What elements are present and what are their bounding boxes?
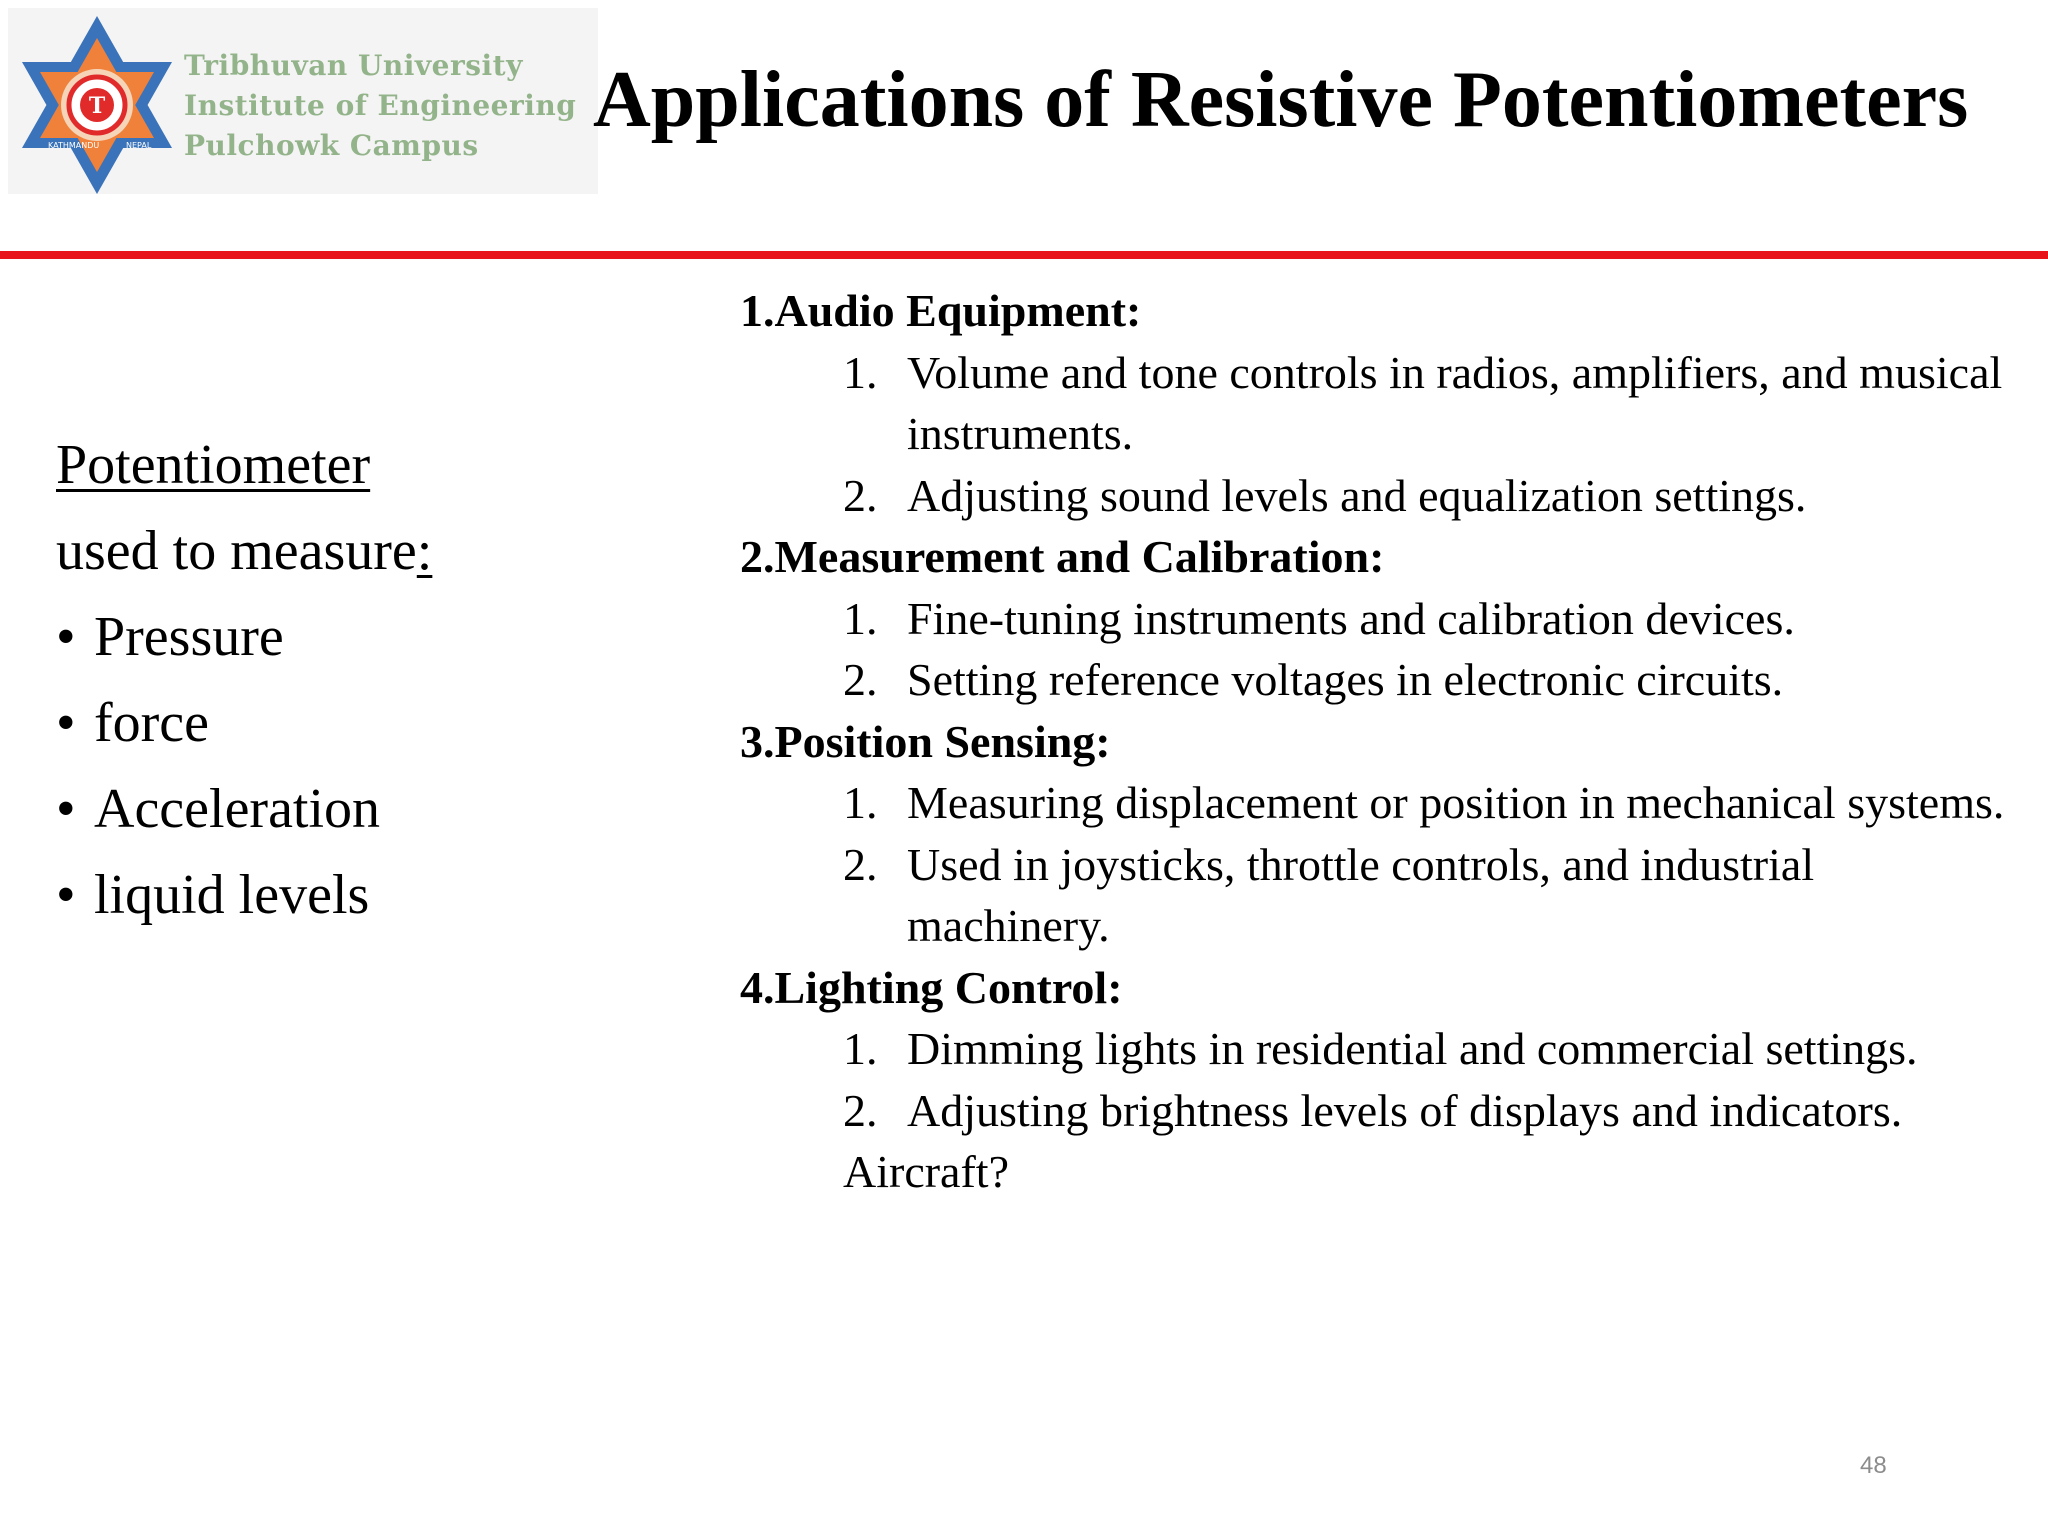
university-name (184, 46, 576, 166)
slide-title: Applications of Resistive Potentiometers (593, 56, 1969, 144)
measure-colon: : (416, 520, 433, 582)
section-audio-equipment (740, 280, 2010, 526)
section-measurement-calibration (740, 526, 2010, 711)
aircraft-note: Aircraft? (843, 1146, 1009, 1197)
bullet-icon: • (56, 864, 76, 926)
svg-text:KATHMANDU: KATHMANDU (48, 141, 100, 150)
measure-text: used to measure (56, 520, 417, 582)
item-text: Adjusting brightness levels of displays and indicators. (907, 1084, 1903, 1136)
item-text: Adjusting sound levels and equalization settings. (907, 469, 1807, 521)
potentiometer-heading: Potentiometer (56, 434, 371, 496)
bullet-item (56, 688, 432, 774)
list-item (740, 649, 2010, 711)
bullet-icon: • (56, 692, 76, 754)
item-text: Fine-tuning instruments and calibration devices. (907, 592, 1795, 644)
campus-line: Pulchowk Campus (184, 129, 479, 162)
bullet-item (56, 602, 432, 688)
list-item (740, 588, 2010, 650)
university-emblem-icon (12, 10, 182, 200)
item-number: 2. (843, 838, 878, 890)
section-title: 3.Position Sensing: (740, 715, 1111, 767)
item-number: 1. (843, 777, 878, 828)
list-item (740, 1080, 2010, 1142)
section-title: 2.Measurement and Calibration: (740, 531, 1385, 582)
list-item (740, 342, 2010, 465)
applications-list (740, 280, 2010, 1203)
item-text: Setting reference voltages in electronic circuits. (907, 654, 1784, 705)
item-number: 1. (843, 1023, 878, 1074)
svg-text:T: T (88, 93, 106, 119)
item-number: 2. (843, 654, 878, 705)
item-number: 1. (843, 346, 878, 398)
list-item (740, 772, 2010, 834)
bullet-text: Acceleration (94, 778, 381, 840)
section-title: 1.Audio Equipment: (740, 285, 1142, 336)
item-text: Volume and tone controls in radios, amplifiers, and musical instruments. (907, 346, 2003, 459)
section-lighting-control (740, 957, 2010, 1203)
bullet-icon: • (56, 606, 76, 668)
bullet-text: force (94, 692, 210, 754)
item-text: Dimming lights in residential and commercial settings. (907, 1023, 1918, 1074)
title-divider (0, 251, 2048, 259)
section-position-sensing (740, 711, 2010, 957)
item-number: 2. (843, 1084, 878, 1136)
left-heading (56, 430, 432, 516)
bullet-item (56, 774, 432, 860)
logo-banner (8, 8, 598, 194)
measure-line (56, 516, 432, 602)
university-line: Tribhuvan University (184, 49, 523, 82)
item-text: Measuring displacement or position in mechanical systems. (907, 777, 2005, 828)
bullet-text: Pressure (94, 606, 284, 668)
list-item (740, 1018, 2010, 1080)
item-text: Used in joysticks, throttle controls, and industrial machinery. (907, 838, 1815, 951)
item-number: 2. (843, 469, 878, 521)
bullet-icon: • (56, 778, 76, 840)
item-number: 1. (843, 592, 878, 644)
svg-text:NEPAL: NEPAL (126, 141, 152, 150)
section-title: 4.Lighting Control: (740, 961, 1123, 1013)
list-item (740, 834, 2010, 957)
list-item (740, 465, 2010, 527)
bullet-item (56, 860, 432, 946)
page-number: 48 (1860, 1452, 1887, 1479)
institute-line: Institute of Engineering (184, 89, 577, 122)
bullet-text: liquid levels (94, 864, 370, 926)
measurement-list (56, 430, 432, 946)
